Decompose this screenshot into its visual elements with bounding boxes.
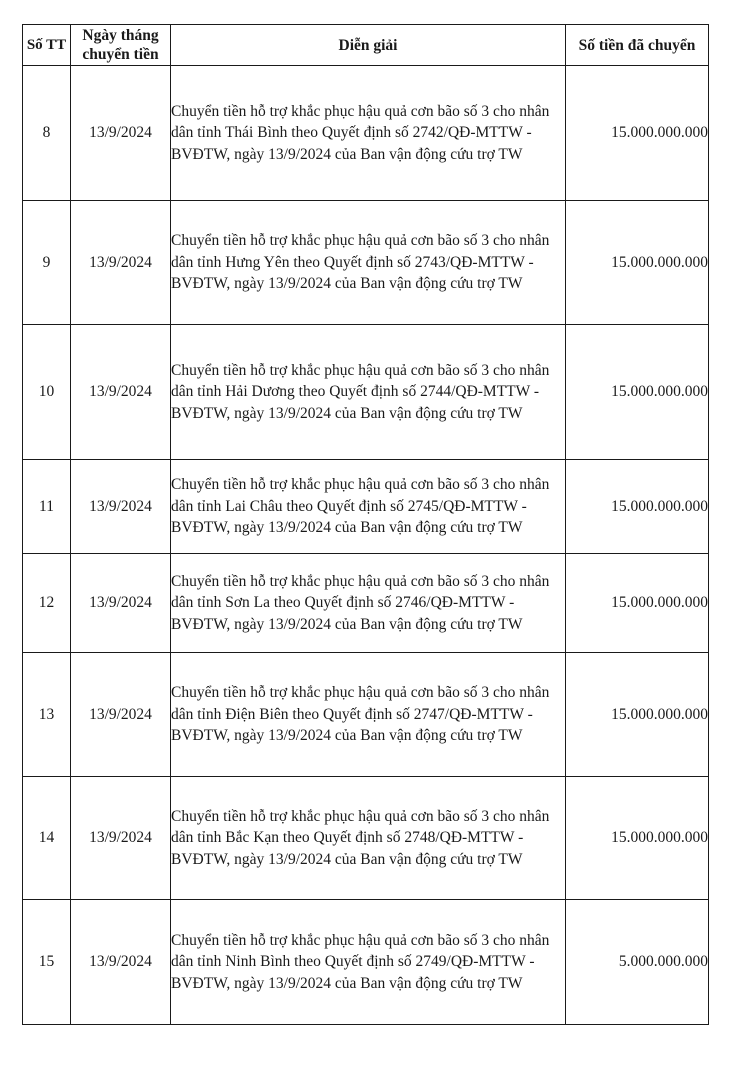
header-row: [23, 25, 709, 66]
row-amount: 15.000.000.000: [566, 777, 709, 900]
transfer-table: [22, 24, 709, 1025]
row-date: 13/9/2024: [71, 777, 171, 900]
row-stt: 11: [23, 460, 71, 554]
row-amount: 15.000.000.000: [566, 201, 709, 325]
table-row: [23, 777, 709, 900]
row-date: 13/9/2024: [71, 325, 171, 460]
header-date-line1: Ngày tháng: [82, 27, 159, 44]
row-amount: 15.000.000.000: [566, 554, 709, 653]
table-row: [23, 460, 709, 554]
row-stt: 8: [23, 66, 71, 201]
header-amount: Số tiền đã chuyển: [566, 25, 709, 66]
row-date: 13/9/2024: [71, 201, 171, 325]
row-amount: 5.000.000.000: [566, 900, 709, 1025]
row-amount: 15.000.000.000: [566, 66, 709, 201]
row-stt: 10: [23, 325, 71, 460]
table-row: [23, 201, 709, 325]
row-stt: 15: [23, 900, 71, 1025]
row-stt: 9: [23, 201, 71, 325]
row-date: 13/9/2024: [71, 66, 171, 201]
row-stt: 13: [23, 653, 71, 777]
row-stt: 12: [23, 554, 71, 653]
row-description: Chuyển tiền hỗ trợ khắc phục hậu quả cơn bão số 3 cho nhân dân tỉnh Lai Châu theo Quyết định số 2745/QĐ-MTTW - BVĐTW, ngày 13/9/2024 của Ban vận động cứu trợ TW: [171, 460, 566, 554]
row-amount: 15.000.000.000: [566, 325, 709, 460]
row-description: Chuyển tiền hỗ trợ khắc phục hậu quả cơn bão số 3 cho nhân dân tỉnh Sơn La theo Quyết định số 2746/QĐ-MTTW - BVĐTW, ngày 13/9/2024 của Ban vận động cứu trợ TW: [171, 554, 566, 653]
table-row: [23, 66, 709, 201]
row-date: 13/9/2024: [71, 900, 171, 1025]
row-description: Chuyển tiền hỗ trợ khắc phục hậu quả cơn bão số 3 cho nhân dân tỉnh Hưng Yên theo Quyết định số 2743/QĐ-MTTW - BVĐTW, ngày 13/9/2024 của Ban vận động cứu trợ TW: [171, 201, 566, 325]
header-date-line2: chuyển tiền: [82, 46, 159, 63]
table-row: [23, 554, 709, 653]
table-row: [23, 325, 709, 460]
table-row: [23, 653, 709, 777]
row-description: Chuyển tiền hỗ trợ khắc phục hậu quả cơn bão số 3 cho nhân dân tỉnh Bắc Kạn theo Quyết định số 2748/QĐ-MTTW - BVĐTW, ngày 13/9/2024 của Ban vận động cứu trợ TW: [171, 777, 566, 900]
row-description: Chuyển tiền hỗ trợ khắc phục hậu quả cơn bão số 3 cho nhân dân tỉnh Hải Dương theo Quyết định số 2744/QĐ-MTTW - BVĐTW, ngày 13/9/2024 của Ban vận động cứu trợ TW: [171, 325, 566, 460]
row-amount: 15.000.000.000: [566, 653, 709, 777]
header-stt: Số TT: [23, 25, 71, 66]
row-amount: 15.000.000.000: [566, 460, 709, 554]
row-description: Chuyển tiền hỗ trợ khắc phục hậu quả cơn bão số 3 cho nhân dân tỉnh Điện Biên theo Quyết định số 2747/QĐ-MTTW - BVĐTW, ngày 13/9/2024 của Ban vận động cứu trợ TW: [171, 653, 566, 777]
row-stt: 14: [23, 777, 71, 900]
header-date: [71, 25, 171, 66]
row-date: 13/9/2024: [71, 653, 171, 777]
header-description: Diễn giải: [171, 25, 566, 66]
row-date: 13/9/2024: [71, 554, 171, 653]
row-description: Chuyển tiền hỗ trợ khắc phục hậu quả cơn bão số 3 cho nhân dân tỉnh Ninh Bình theo Quyết định số 2749/QĐ-MTTW - BVĐTW, ngày 13/9/2024 của Ban vận động cứu trợ TW: [171, 900, 566, 1025]
table-row: [23, 900, 709, 1025]
row-description: Chuyển tiền hỗ trợ khắc phục hậu quả cơn bão số 3 cho nhân dân tỉnh Thái Bình theo Quyết định số 2742/QĐ-MTTW - BVĐTW, ngày 13/9/2024 của Ban vận động cứu trợ TW: [171, 66, 566, 201]
row-date: 13/9/2024: [71, 460, 171, 554]
